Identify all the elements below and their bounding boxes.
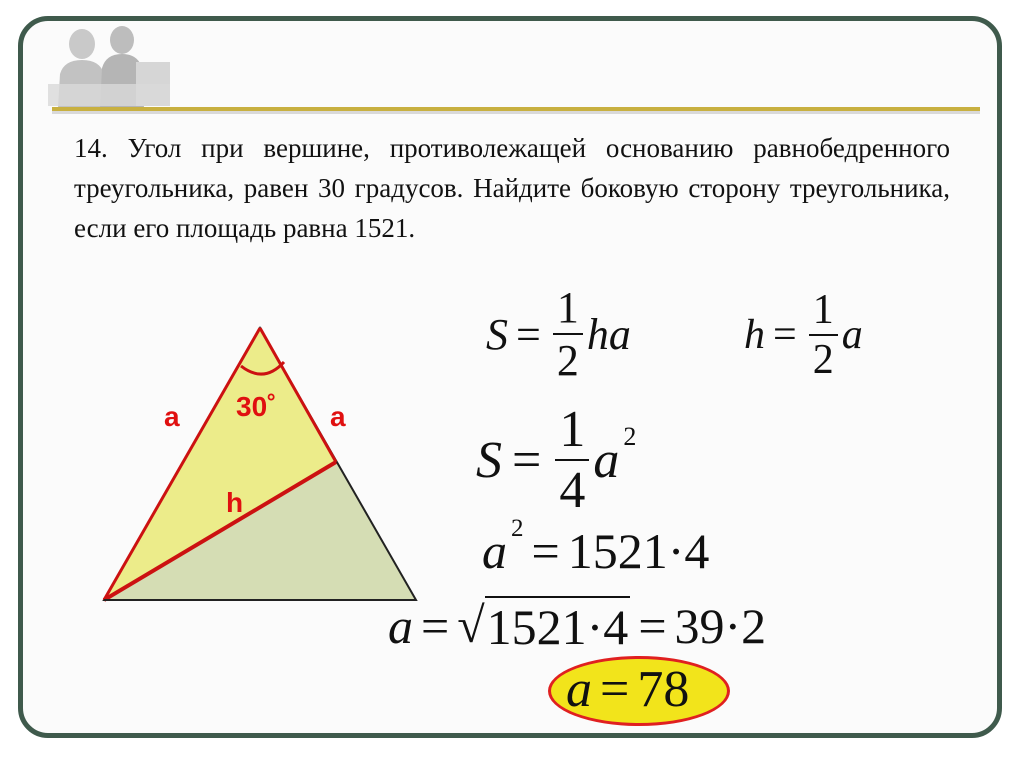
formula-a-squared — [482, 514, 710, 580]
formula-height-lhs: h — [744, 312, 765, 358]
answer-formula — [566, 660, 689, 719]
formula-a-root-rhs: 39·2 — [674, 598, 767, 654]
people-logo-icon — [44, 22, 174, 108]
formula-area-square — [476, 400, 636, 520]
formula-a-squared-eq: = — [531, 523, 560, 579]
fraction-numerator: 1 — [812, 287, 834, 333]
side-right-label: a — [330, 401, 346, 432]
fraction-numerator: 1 — [559, 401, 586, 458]
formula-a-squared-base: a — [482, 523, 507, 579]
formula-height — [744, 286, 863, 384]
answer-eq: = — [600, 661, 630, 718]
formula-a-root-eq: = — [421, 598, 450, 654]
formula-area-lhs: S — [486, 309, 508, 359]
radicand: 1521·4 — [485, 596, 631, 656]
formula-a-root-lhs: a — [388, 598, 413, 654]
formula-area-square-var: a — [593, 431, 620, 489]
formula-area-eq: = — [516, 309, 541, 359]
formula-area-rhs: ha — [586, 309, 631, 359]
formula-area-square-fraction — [555, 400, 589, 520]
formula-area-square-lhs: S — [476, 431, 502, 489]
formula-a-root-eq2: = — [638, 598, 667, 654]
formula-area-square-eq: = — [512, 431, 542, 489]
triangle-figure — [96, 318, 426, 608]
formula-a-root — [388, 596, 766, 656]
fraction-denominator: 4 — [555, 459, 589, 520]
height-label: h — [226, 487, 244, 518]
fraction-denominator: 2 — [553, 333, 583, 386]
formula-height-fraction — [809, 286, 838, 384]
formula-area-fraction — [553, 282, 583, 386]
square-root — [457, 596, 630, 656]
formula-a-squared-rhs: 1521·4 — [567, 523, 710, 579]
formula-area-square-exp: 2 — [623, 421, 637, 451]
radical-sign-icon: √ — [457, 597, 485, 653]
problem-text: 14. Угол при вершине, противолежащей основанию равнобедренного треугольника, равен 30 градусов. Найдите боковую сторону треугольника, если его площадь равна 1521. — [74, 133, 950, 243]
side-left-label: a — [164, 401, 180, 432]
answer-value: 78 — [637, 661, 690, 718]
fraction-denominator: 2 — [809, 334, 838, 384]
header-rule-shadow — [52, 111, 980, 114]
formula-height-rhs: a — [841, 312, 863, 358]
formula-height-eq: = — [773, 312, 797, 358]
angle-label: 30˚ — [236, 391, 277, 422]
formula-a-squared-exp: 2 — [511, 514, 524, 542]
answer-lhs: a — [566, 661, 592, 718]
formula-area — [486, 282, 631, 386]
fraction-numerator: 1 — [556, 283, 579, 332]
